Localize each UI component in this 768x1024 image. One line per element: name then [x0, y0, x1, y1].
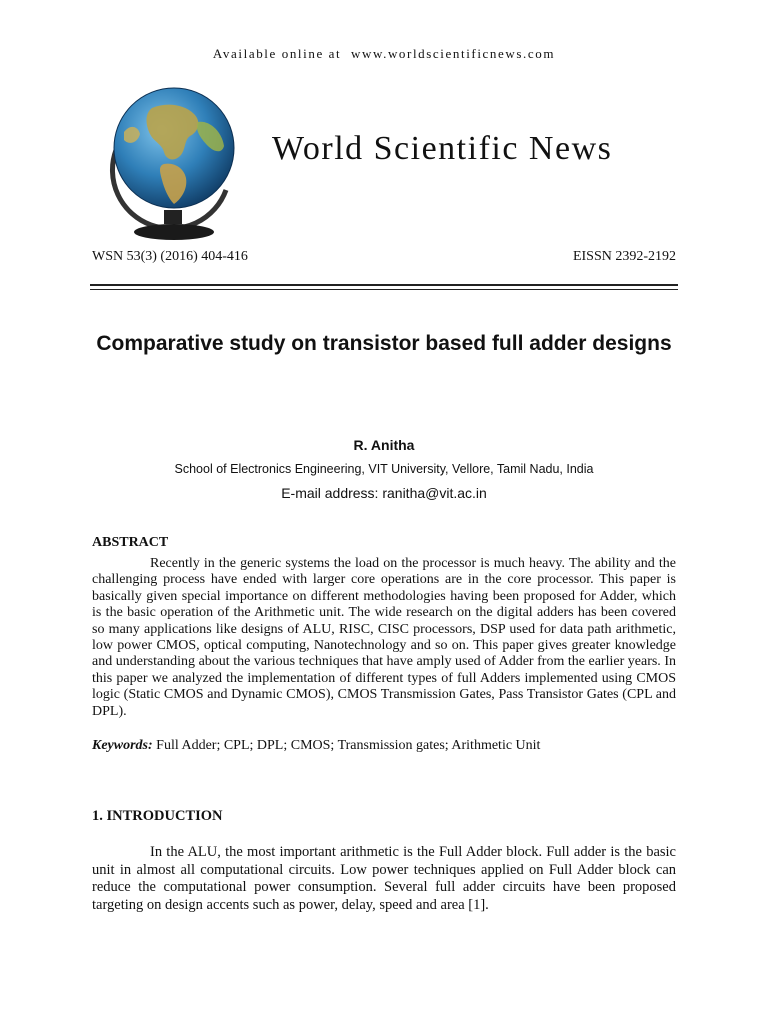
journal-url-link[interactable]: www.worldscientificnews.com	[350, 46, 556, 61]
abstract-body: Recently in the generic systems the load on the processor is much heavy. The ability and the challenging process have ended with larger core operations are in the core processor. This paper is basically given special importance on different methodologies having been proposed for Adder, which is the basic operation of the Arithmetic unit. The wide research on the digital adders has been covered so many applications like designs of ALU, RISC, CISC processors, DSP used for data path arithmetic, low power CMOS, optical computing, Nanotechnology and so on. This paper gives greater knowledge and understanding about the various techniques that have amply used of Adder from the earlier years. In this paper we analyzed the implementation of different types of full Adders implemented using CMOS logic (Static CMOS and Dynamic CMOS), CMOS Transmission Gates, Pass Transistor Gates (CPL and DPL).	[92, 556, 676, 719]
author-affiliation: School of Electronics Engineering, VIT University, Vellore, Tamil Nadu, India	[174, 462, 594, 476]
citation-info: WSN 53(3) (2016) 404-416	[92, 249, 248, 264]
author-name: R. Anitha	[353, 437, 415, 453]
keywords-label: Keywords	[92, 738, 148, 753]
keywords-line: Keywords: Full Adder; CPL; DPL; CMOS; Transmission gates; Arithmetic Unit	[92, 738, 541, 753]
author-email: E-mail address: ranitha@vit.ac.in	[281, 485, 487, 501]
article-title: Comparative study on transistor based full adder designs	[96, 332, 672, 355]
header-divider-thin	[90, 289, 678, 290]
availability-line	[0, 46, 768, 62]
journal-name: World Scientific News	[272, 130, 613, 167]
introduction-body: In the ALU, the most important arithmetic is the Full Adder block. Full adder is the basic unit in almost all computational circuits. Low power techniques applied on Full Adder block can reduce the computational power consumption. Several full adder circuits have been proposed targeting on design accents such as power, delay, speed and area [1].	[92, 844, 676, 913]
availability-prefix: Available online at	[212, 46, 342, 61]
eissn-number: EISSN 2392-2192	[572, 249, 676, 264]
introduction-heading: 1. INTRODUCTION	[92, 808, 223, 824]
header-divider-thick	[90, 284, 678, 286]
abstract-heading: ABSTRACT	[92, 535, 169, 550]
keywords-list: Full Adder; CPL; DPL; CMOS; Transmission gates; Arithmetic Unit	[156, 738, 541, 753]
globe-icon	[94, 80, 250, 242]
